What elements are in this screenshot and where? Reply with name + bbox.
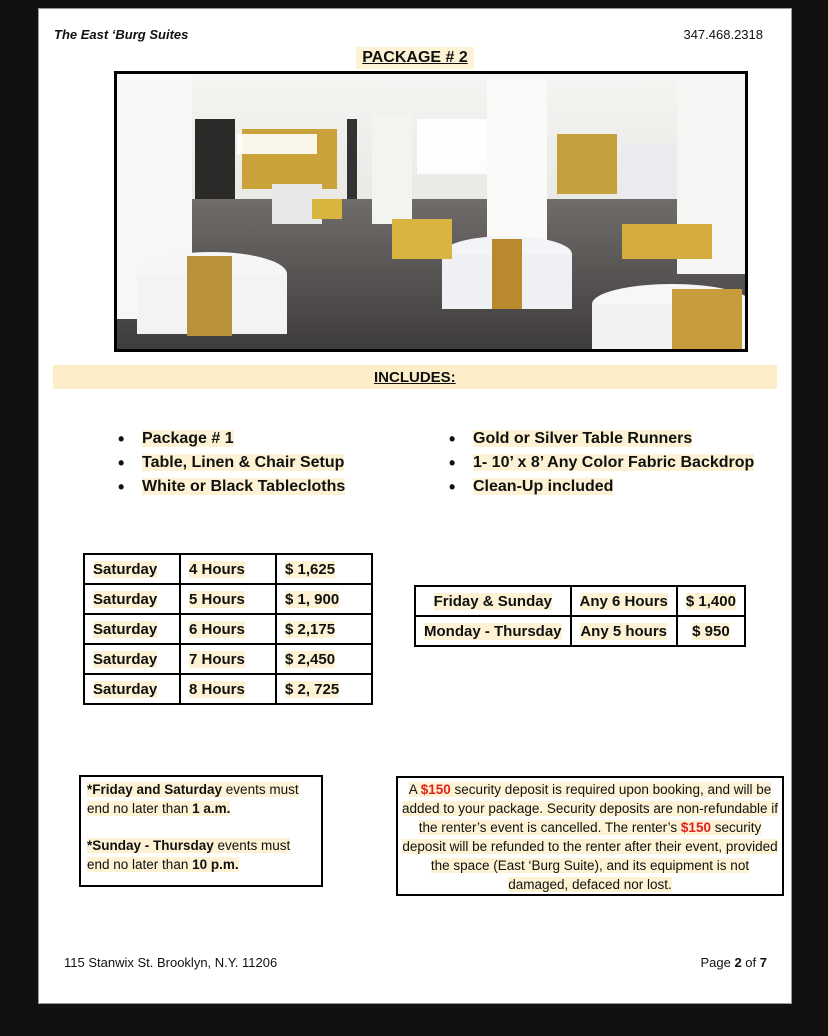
- table-cell: $ 2, 725: [285, 680, 340, 698]
- include-item: • White or Black Tablecloths: [118, 475, 345, 499]
- deposit-amount: $150: [420, 782, 451, 797]
- table-row: [84, 584, 372, 614]
- note-day-range: *Friday and Saturday: [87, 782, 223, 797]
- note-text: A: [408, 782, 421, 797]
- deposit-amount: $150: [680, 820, 711, 835]
- include-item: • Gold or Silver Table Runners: [449, 427, 754, 451]
- includes-list-right: [449, 427, 754, 499]
- table-cell: Monday - Thursday: [424, 622, 562, 640]
- table-cell: $ 1,400: [685, 592, 736, 610]
- venue-phone: 347.468.2318: [683, 27, 763, 42]
- note-day-range: *Sunday - Thursday: [87, 838, 214, 853]
- document-page: [38, 8, 792, 1004]
- security-deposit-note: [396, 776, 784, 896]
- table-cell: $ 1, 900: [285, 590, 340, 608]
- table-row: [84, 614, 372, 644]
- note-end-time: 10 p.m.: [192, 857, 239, 872]
- table-cell: Saturday: [93, 680, 158, 698]
- include-item: • Table, Linen & Chair Setup: [118, 451, 345, 475]
- table-cell: Saturday: [93, 560, 158, 578]
- table-cell: $ 950: [692, 622, 730, 640]
- table-row: [415, 586, 745, 616]
- venue-name: The East ‘Burg Suites: [54, 27, 189, 42]
- event-end-time-note: [79, 775, 323, 887]
- note-text: security deposit is required upon booking, and will be added to your package. Security deposits are non-refundable if the renter’s event is cancelled. The renter’s: [402, 782, 778, 835]
- table-cell: $ 1,625: [285, 560, 336, 578]
- footer-address: 115 Stanwix St. Brooklyn, N.Y. 11206: [64, 955, 278, 970]
- table-cell: Any 5 hours: [580, 622, 668, 640]
- table-cell: $ 2,450: [285, 650, 336, 668]
- table-cell: Saturday: [93, 590, 158, 608]
- table-cell: Saturday: [93, 650, 158, 668]
- table-cell: 7 Hours: [189, 650, 245, 668]
- include-item: • 1- 10’ x 8’ Any Color Fabric Backdrop: [449, 451, 754, 475]
- weekday-rates-table: [414, 585, 746, 647]
- table-row: [415, 616, 745, 646]
- saturday-rates-table: [83, 553, 373, 705]
- includes-list-left: [118, 427, 345, 499]
- table-cell: Any 6 Hours: [579, 592, 668, 610]
- package-title: PACKAGE # 2: [356, 47, 474, 69]
- table-cell: Saturday: [93, 620, 158, 638]
- venue-photo: [114, 71, 748, 352]
- note-end-time: 1 a.m.: [192, 801, 231, 816]
- includes-heading: INCLUDES:: [374, 369, 456, 386]
- table-cell: 6 Hours: [189, 620, 245, 638]
- note-text: events must end no later than: [87, 782, 299, 816]
- table-row: [84, 554, 372, 584]
- table-row: [84, 644, 372, 674]
- table-row: [84, 674, 372, 704]
- note-text: events must end no later than: [87, 838, 291, 872]
- include-item: • Package # 1: [118, 427, 345, 451]
- note-text: security deposit will be refunded to the renter after their event, provided the space (East ‘Burg Suite), and its equipment is not damaged, defaced nor lost.: [402, 820, 778, 892]
- includes-heading-bar: [53, 365, 777, 389]
- table-cell: Friday & Sunday: [433, 592, 552, 610]
- table-cell: 4 Hours: [189, 560, 245, 578]
- table-cell: 5 Hours: [189, 590, 245, 608]
- include-item: • Clean-Up included: [449, 475, 754, 499]
- table-cell: 8 Hours: [189, 680, 245, 698]
- page-number: Page 2 of 7: [700, 955, 767, 970]
- table-cell: $ 2,175: [285, 620, 336, 638]
